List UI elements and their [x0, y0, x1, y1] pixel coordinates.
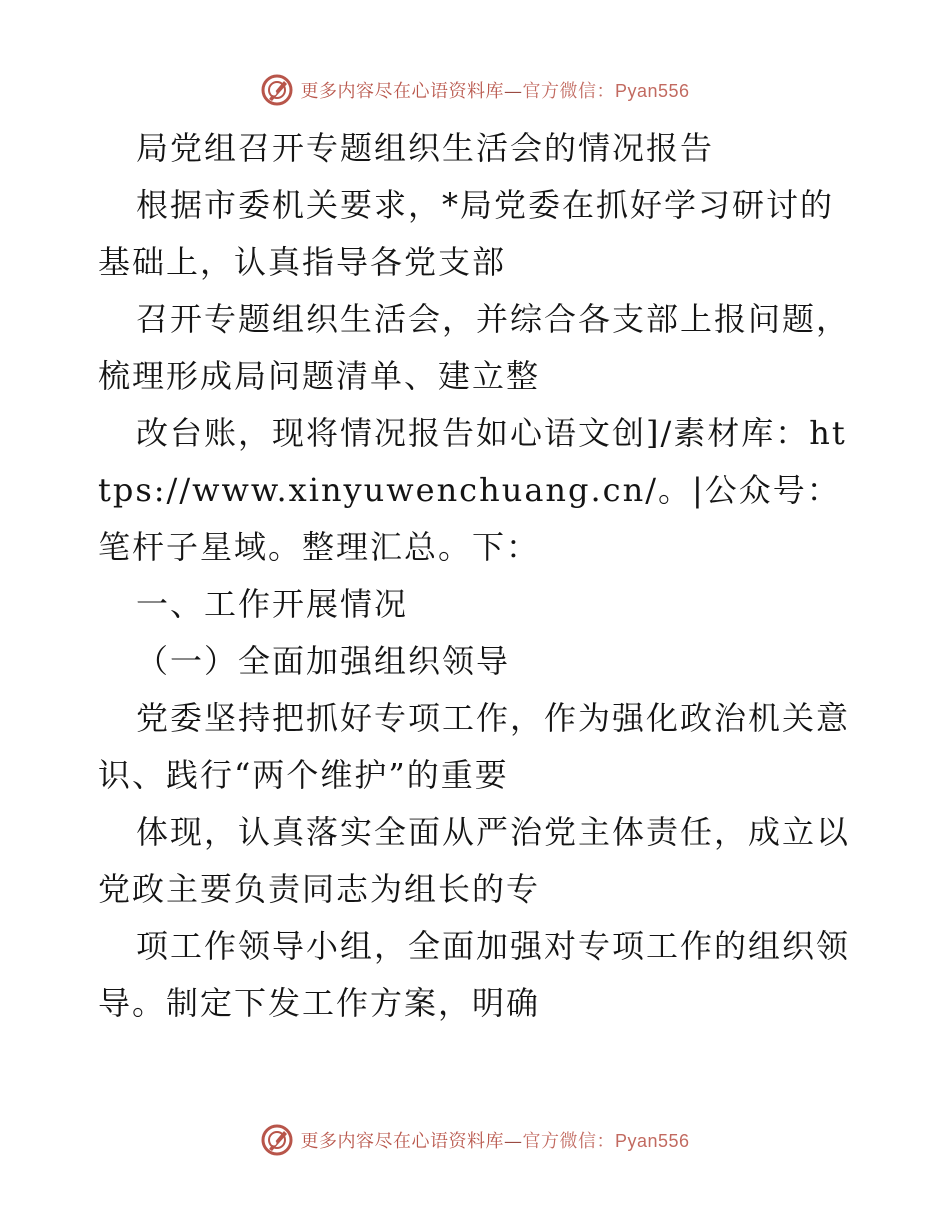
banner-separator: — [503, 81, 523, 102]
body-paragraph: 体现，认真落实全面从严治党主体责任，成立以党政主要负责同志为组长的专 [98, 813, 851, 908]
banner-slogan: 更多内容尽在心语资料库 [300, 1131, 504, 1152]
section-heading: 一、工作开展情况 [136, 585, 409, 623]
document-title: 局党组召开专题组织生活会的情况报告 [136, 129, 715, 167]
banner-text [300, 77, 689, 103]
body-paragraph: 根据市委机关要求，*局党委在抓好学习研讨的基础上，认真指导各党支部 [98, 186, 835, 281]
wechat-id: Pyan556 [614, 81, 690, 101]
header-watermark-banner [0, 70, 950, 110]
quill-logo-icon [260, 1123, 294, 1157]
wechat-id: Pyan556 [614, 1131, 690, 1151]
footer-watermark-banner [0, 1120, 950, 1160]
body-paragraph: 改台账，现将情况报告如心语文创]/素材库：https://www.xinyuwenchuang.cn/。|公众号：笔杆子星域。整理汇总。下： [98, 414, 847, 566]
body-paragraph: 项工作领导小组，全面加强对专项工作的组织领导。制定下发工作方案，明确 [98, 927, 851, 1022]
banner-slogan: 更多内容尽在心语资料库 [300, 81, 504, 102]
wechat-label: 官方微信： [522, 1131, 615, 1152]
quill-logo-icon [260, 73, 294, 107]
body-paragraph: 党委坚持把抓好专项工作，作为强化政治机关意识、践行“两个维护”的重要 [98, 699, 851, 794]
document-body [98, 120, 858, 1032]
body-paragraph: 召开专题组织生活会，并综合各支部上报问题，梳理形成局问题清单、建立整 [98, 300, 851, 395]
banner-separator: — [503, 1131, 523, 1152]
wechat-label: 官方微信： [522, 81, 615, 102]
subsection-heading: （一）全面加强组织领导 [136, 642, 511, 680]
banner-text [300, 1127, 689, 1153]
